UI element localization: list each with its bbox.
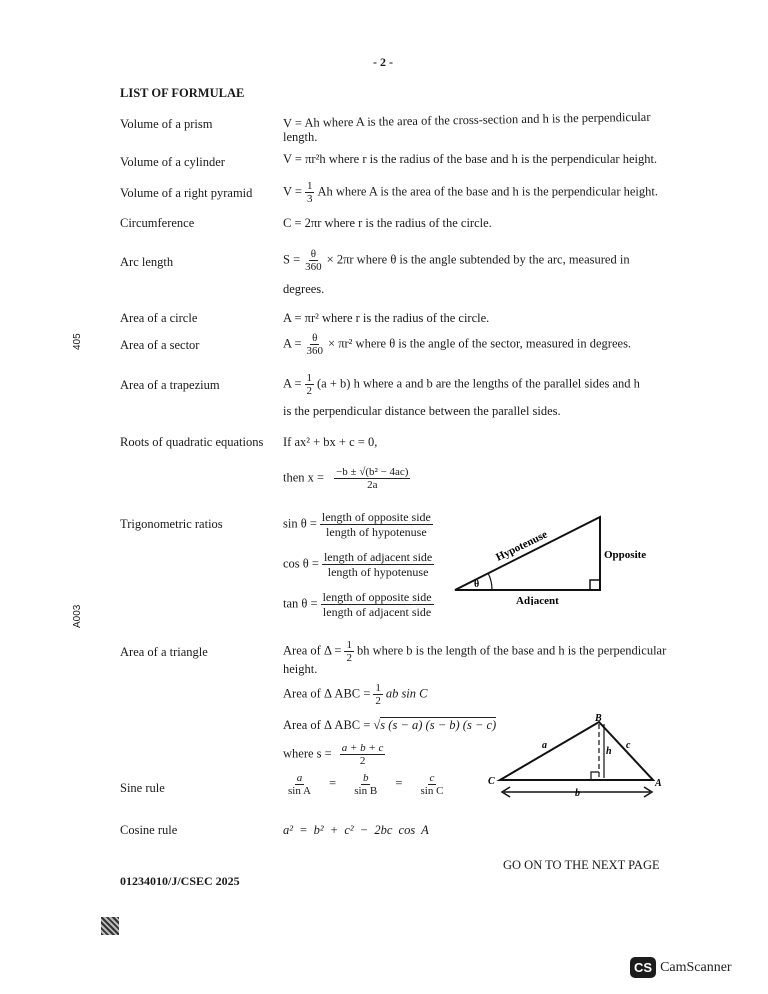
formula-prefix: Area of Δ ABC = [283, 686, 371, 701]
formula-prefix: Area of Δ ABC = √ [283, 718, 381, 732]
numerator: θ [312, 332, 318, 344]
label-arc-length: Arc length [120, 255, 174, 269]
denominator: sin A [288, 785, 311, 797]
numerator: a + b + c [341, 742, 384, 754]
label-circle: Area of a circle [120, 311, 198, 325]
right-triangle-diagram [440, 505, 680, 605]
side-b: b [575, 788, 580, 799]
fraction [344, 639, 354, 664]
formula-circle: A = πr² where r is the radius of the circle. [283, 311, 490, 325]
margin-mark: 405 [72, 333, 83, 350]
formula-prefix: S = [283, 252, 301, 267]
camscanner-label: CamScanner [660, 959, 732, 975]
formula-prefix: A = [283, 336, 302, 351]
next-page-notice: GO ON TO THE NEXT PAGE [503, 858, 660, 872]
paper-code: 01234010/J/CSEC 2025 [120, 874, 240, 888]
numerator: 1 [375, 682, 381, 694]
equals: = [329, 776, 337, 791]
fraction [305, 372, 315, 397]
fraction [321, 590, 434, 619]
formula-sin [283, 510, 436, 539]
formula-prefix: sin θ = [283, 516, 317, 531]
label-cosine-rule: Cosine rule [120, 823, 178, 837]
formula-cylinder: V = πr²h where r is the radius of the base and h is the perpendicular height. [283, 152, 658, 166]
fraction [352, 772, 379, 797]
formula-sector [283, 332, 631, 357]
radicand: s (s − a) (s − b) (s − c) [380, 718, 497, 732]
formula-text: bh where b is the length of the base and h is the perpendicular [356, 643, 667, 658]
formula-prefix: where s = [283, 746, 332, 761]
denominator: length of hypotenuse [327, 565, 429, 579]
fraction [286, 772, 313, 797]
denominator: sin C [420, 785, 444, 797]
formula-prefix: V = [283, 184, 302, 199]
numerator: length of adjacent side [323, 550, 433, 564]
fraction [305, 180, 315, 205]
hypotenuse-label: Hypotenuse [494, 528, 550, 564]
numerator: θ [310, 248, 317, 260]
formula-arc-length [283, 248, 630, 273]
side-c: c [626, 740, 631, 751]
formula-semi-perimeter [283, 742, 388, 767]
formula-cosine-rule: a² = b² + c² − 2bc cos A [283, 823, 429, 837]
general-triangle-diagram [480, 712, 665, 802]
vertex-c: C [488, 776, 495, 787]
label-trapezium: Area of a trapezium [120, 378, 220, 392]
label-circumference: Circumference [120, 216, 195, 230]
formula-prefix: cos θ = [283, 556, 319, 571]
denominator: 3 [306, 193, 313, 205]
formula-prism: V = Ah where A is the area of the cross-section and h is the perpendicular [282, 109, 651, 131]
label-prism: Volume of a prism [120, 117, 213, 131]
height-label: h [606, 746, 612, 757]
right-angle-mark [591, 772, 599, 780]
formula-arc-cont: degrees. [283, 282, 325, 296]
formula-area-abc-heron [283, 718, 496, 733]
fraction [340, 742, 386, 767]
formula-pyramid [283, 180, 658, 205]
numerator: length of opposite side [321, 510, 431, 524]
formula-circumference: C = 2πr where r is the radius of the circle. [283, 216, 492, 230]
formula-text: Ah where A is the area of the base and h is the perpendicular height. [317, 184, 658, 199]
formula-text: (a + b) h where a and b are the lengths of the parallel sides and h [317, 376, 640, 391]
formula-prism-cont: length. [283, 130, 318, 144]
denominator: 360 [305, 261, 322, 273]
label-pyramid: Volume of a right pyramid [120, 186, 253, 200]
numerator: b [362, 772, 369, 784]
formula-prefix: Area of Δ = [283, 643, 342, 658]
fraction [322, 550, 434, 579]
formula-triangle-area [283, 639, 666, 664]
numerator: −b ± √(b² − 4ac) [336, 466, 409, 478]
vertex-a: A [655, 778, 662, 789]
formula-prefix: tan θ = [283, 596, 318, 611]
formula-triangle-cont: height. [283, 662, 318, 676]
angle-label: θ [474, 579, 480, 590]
adjacent-label: Adjacent [516, 595, 559, 605]
label-triangle-area: Area of a triangle [120, 645, 208, 659]
numerator: a [296, 772, 303, 784]
label-sine-rule: Sine rule [120, 781, 165, 795]
formula-quadratic: If ax² + bx + c = 0, [283, 435, 378, 449]
denominator: length of adjacent side [322, 605, 432, 619]
fraction [305, 332, 326, 357]
numerator: length of opposite side [322, 590, 432, 604]
formula-trapezium-cont: is the perpendicular distance between the parallel sides. [283, 404, 561, 418]
formula-text: × πr² where θ is the angle of the sector, measured in degrees. [328, 336, 632, 351]
vertex-b: B [595, 713, 602, 724]
numerator: c [429, 772, 435, 784]
angle-arc [488, 573, 492, 590]
fraction [373, 682, 383, 707]
page-title: LIST OF FORMULAE [120, 86, 245, 100]
formula-sine-rule [283, 772, 448, 797]
side-a: a [542, 740, 547, 751]
label-trig: Trigonometric ratios [120, 517, 223, 531]
denominator: 2 [346, 652, 352, 664]
fraction [320, 510, 433, 539]
formula-trapezium [283, 372, 640, 397]
denominator: 2 [306, 385, 313, 397]
triangle-shape [500, 722, 653, 780]
numerator: 1 [306, 180, 313, 192]
fraction [303, 248, 324, 273]
numerator: 1 [346, 639, 352, 651]
label-quadratic: Roots of quadratic equations [120, 435, 264, 449]
formula-prefix: then x = [283, 470, 325, 485]
formula-text: × 2πr where θ is the angle subtended by the arc, measured in [326, 252, 630, 267]
denominator: 2 [375, 695, 381, 707]
formula-area-abc-sine [283, 682, 428, 707]
formula-cos [283, 550, 437, 579]
fraction [334, 466, 410, 491]
camscanner-logo-icon: CS [630, 957, 656, 978]
right-angle-mark [590, 580, 600, 590]
formula-quadratic-roots [283, 466, 413, 491]
denominator: sin B [354, 785, 378, 797]
formula-text: ab sin C [385, 686, 428, 701]
label-cylinder: Volume of a cylinder [120, 155, 225, 169]
qr-code-icon [101, 917, 119, 935]
formula-tan [283, 590, 437, 619]
opposite-label: Opposite [604, 549, 647, 561]
camscanner-watermark [630, 957, 732, 978]
denominator: 360 [306, 345, 324, 357]
denominator: 2 [359, 755, 366, 767]
equals: = [395, 776, 403, 791]
denominator: length of hypotenuse [326, 525, 427, 539]
fraction [419, 772, 446, 797]
denominator: 2a [367, 479, 378, 491]
numerator: 1 [306, 372, 313, 384]
margin-mark: A003 [72, 604, 83, 628]
label-sector: Area of a sector [120, 338, 200, 352]
page-number: - 2 - [373, 55, 393, 69]
formula-prefix: A = [283, 376, 302, 391]
